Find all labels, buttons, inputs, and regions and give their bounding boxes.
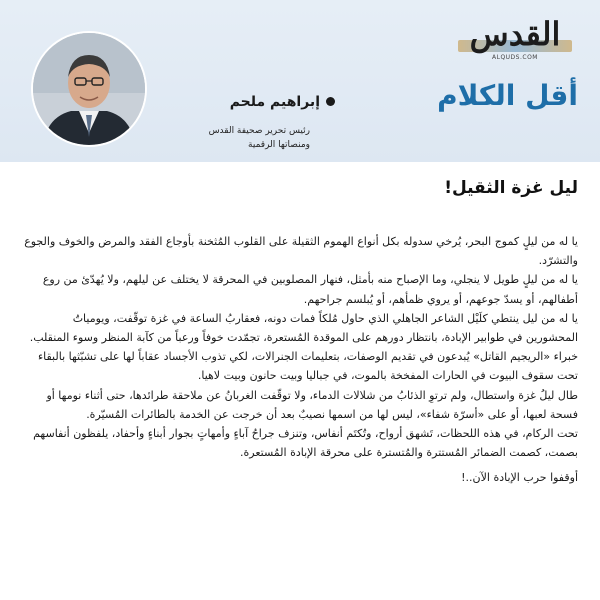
article-paragraph: طال ليلُ غزة واستطال، ولم ترتوِ الذئابُ من شلالات الدماء، ولا توقّفت الغربانُ عن ملاحقة طرائدها، حتى أثناء نومها أو فسحة لعبها، أو على «أسرّة شفاء»، ليس لها من اسمها نصيبٌ بعد أن خرجت عن الخدمة بالطائرات المُسيّرة.: [46, 388, 578, 421]
author-role-line-1: رئيس تحرير صحيفة القدس: [208, 126, 310, 136]
author-name: إبراهيم ملحم: [229, 94, 320, 110]
article-paragraph: يا له من ليلٍ طويل لا ينجلي، وما الإصباح منه بأمثل، فنهار المصلوبين في المحرقة لا يختلف عن ليلهم، ولا يُهدّئ من روع أطفالهم، أو يسدّ جوعهم، أو يروي ظمأهم، أو يُبلسم جراحهم.: [42, 273, 578, 306]
article-closing: أوقفوا حرب الإبادة الآن..!: [461, 471, 578, 485]
logo-text: القدس: [469, 15, 561, 53]
article-paragraph: خبراء «الريجيم القاتل» يُبدعون في تقديم الوصفات، بتعليمات الجنرالات، لكي تذوب الأجساد عقاباً لها على تشبّثها بالبقاء تحت سقوف البيوت في الحارات المفخخة بالموت، في جباليا وبيت حانون وبيت لاهيا.: [37, 350, 578, 383]
bullet-icon: [326, 97, 335, 106]
article-paragraph: يا له من ليلٍ كموج البحر، يُرخي سدوله بكل أنواع الهموم الثقيلة على القلوب المُثخنة بأوجاع الفقد والمرض والخوف والجوع والتشرّد.: [24, 235, 578, 268]
author-role-line-2: ومنصاتها الرقمية: [248, 140, 310, 150]
newspaper-logo: [450, 14, 580, 64]
article-paragraph: تحت الركام، في هذه اللحظات، تَشهق أرواح، وتُكتَم أنفاس، وتنزف جراحُ آباءٍ وأمهاتٍ بجوار أبناءٍ وأحفاد، يلفظون أنفاسهم بصمت، كصمت الضمائر المُستترة والمُتسترة على محرقة الإبادة المُستعرة.: [33, 427, 578, 460]
article-body: [22, 232, 578, 488]
article-headline: ليل غزة الثقيل!: [444, 178, 578, 198]
column-title: أقل الكلام: [437, 79, 578, 112]
author-role: [209, 124, 310, 152]
author-photo: [33, 33, 145, 145]
logo-url: ALQUDS.COM: [492, 54, 538, 61]
article-paragraph: يا له من ليل ينتطي كلَيْل الشاعر الجاهلي الذي حاول مُلكاً فمات دونه، فعقاربُ الساعة في غزة توقّفت، ويومياتُ المحشورين في طوابير الإبادة، بانتظار دورهم على الموقدة المُستعرة، تجمّدت خوفاً ورعباً من كآبة المنظر وسوء المنقلب.: [29, 311, 578, 345]
author-portrait-icon: [33, 33, 145, 145]
